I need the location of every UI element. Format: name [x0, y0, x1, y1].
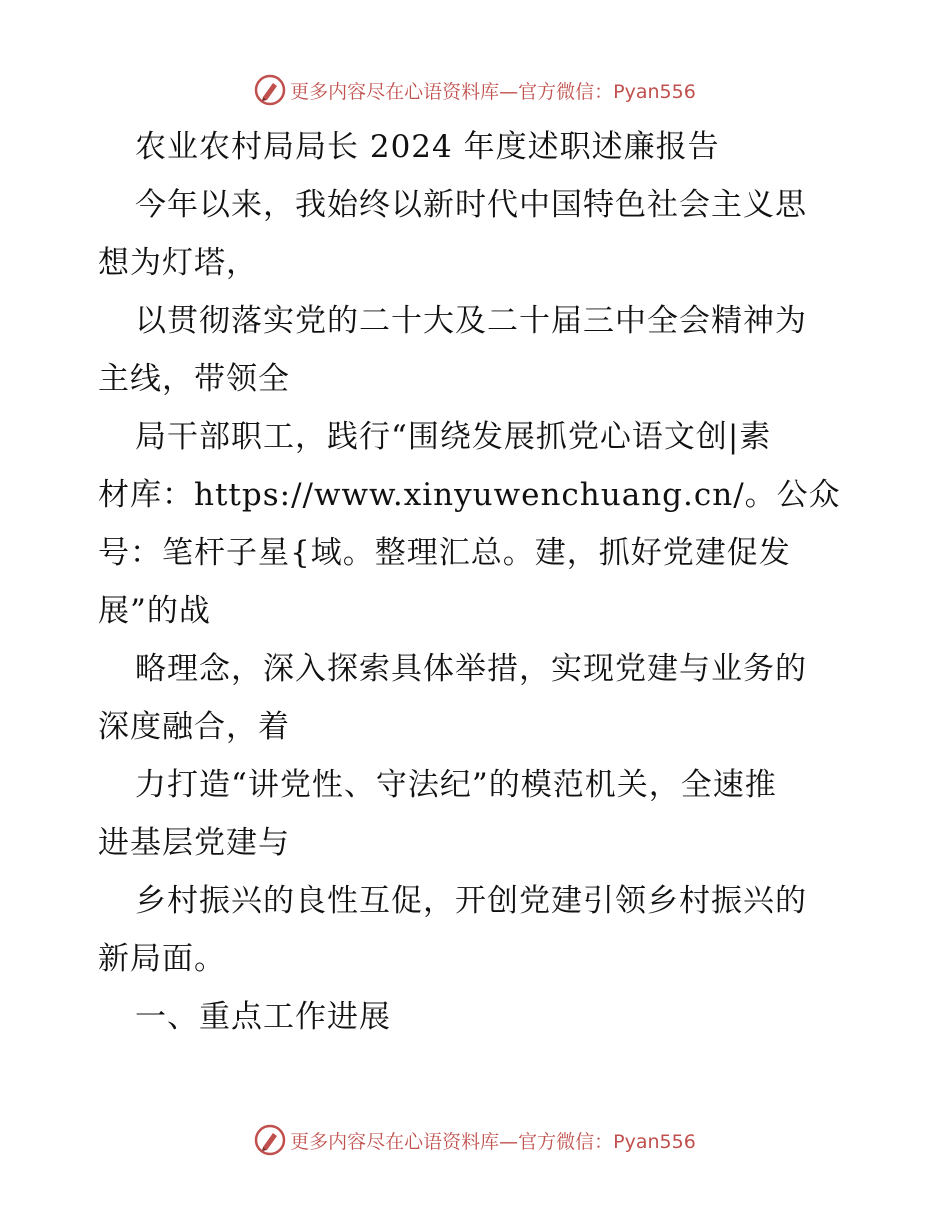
wechat-id: Pyan556 [613, 80, 696, 103]
text-line: 以贯彻落实党的二十大及二十届三中全会精神为 [135, 303, 807, 339]
text-line: 新局面。 [98, 941, 226, 977]
text-line: 略理念，深入探索具体举措，实现党建与业务的 [135, 651, 807, 687]
watermark-text: 更多内容尽在心语资料库—官方微信：Pyan556 [290, 1130, 696, 1153]
wechat-id: Pyan556 [613, 1130, 696, 1153]
text-line: 局干部职工，践行“围绕发展抓党心语文创|素 [135, 419, 772, 455]
text-line: 一、重点工作进展 [135, 999, 391, 1035]
text-line: 主线，带领全 [98, 361, 290, 397]
text-line: 想为灯塔， [98, 245, 258, 281]
text-line: 展”的战 [98, 593, 211, 629]
text-line: 深度融合，着 [98, 709, 290, 745]
text-line: 力打造“讲党性、守法纪”的模范机关，全速推 [135, 767, 777, 803]
text-line: 号：笔杆子星{域。整理汇总。建，抓好党建促发 [98, 535, 791, 571]
footer-watermark [0, 1120, 950, 1160]
text-line: 今年以来，我始终以新时代中国特色社会主义思 [135, 187, 807, 223]
watermark-text: 更多内容尽在心语资料库—官方微信：Pyan556 [290, 80, 696, 103]
pen-logo-icon [254, 74, 286, 106]
pen-logo-icon [254, 1124, 286, 1156]
text-line: 乡村振兴的良性互促，开创党建引领乡村振兴的 [135, 883, 807, 919]
header-watermark [0, 70, 950, 110]
text-line: 材库：https://www.xinyuwenchuang.cn/。公众 [98, 477, 841, 513]
document-body [98, 118, 858, 1046]
document-title: 农业农村局局长 2024 年度述职述廉报告 [135, 129, 720, 165]
text-line: 进基层党建与 [98, 825, 290, 861]
